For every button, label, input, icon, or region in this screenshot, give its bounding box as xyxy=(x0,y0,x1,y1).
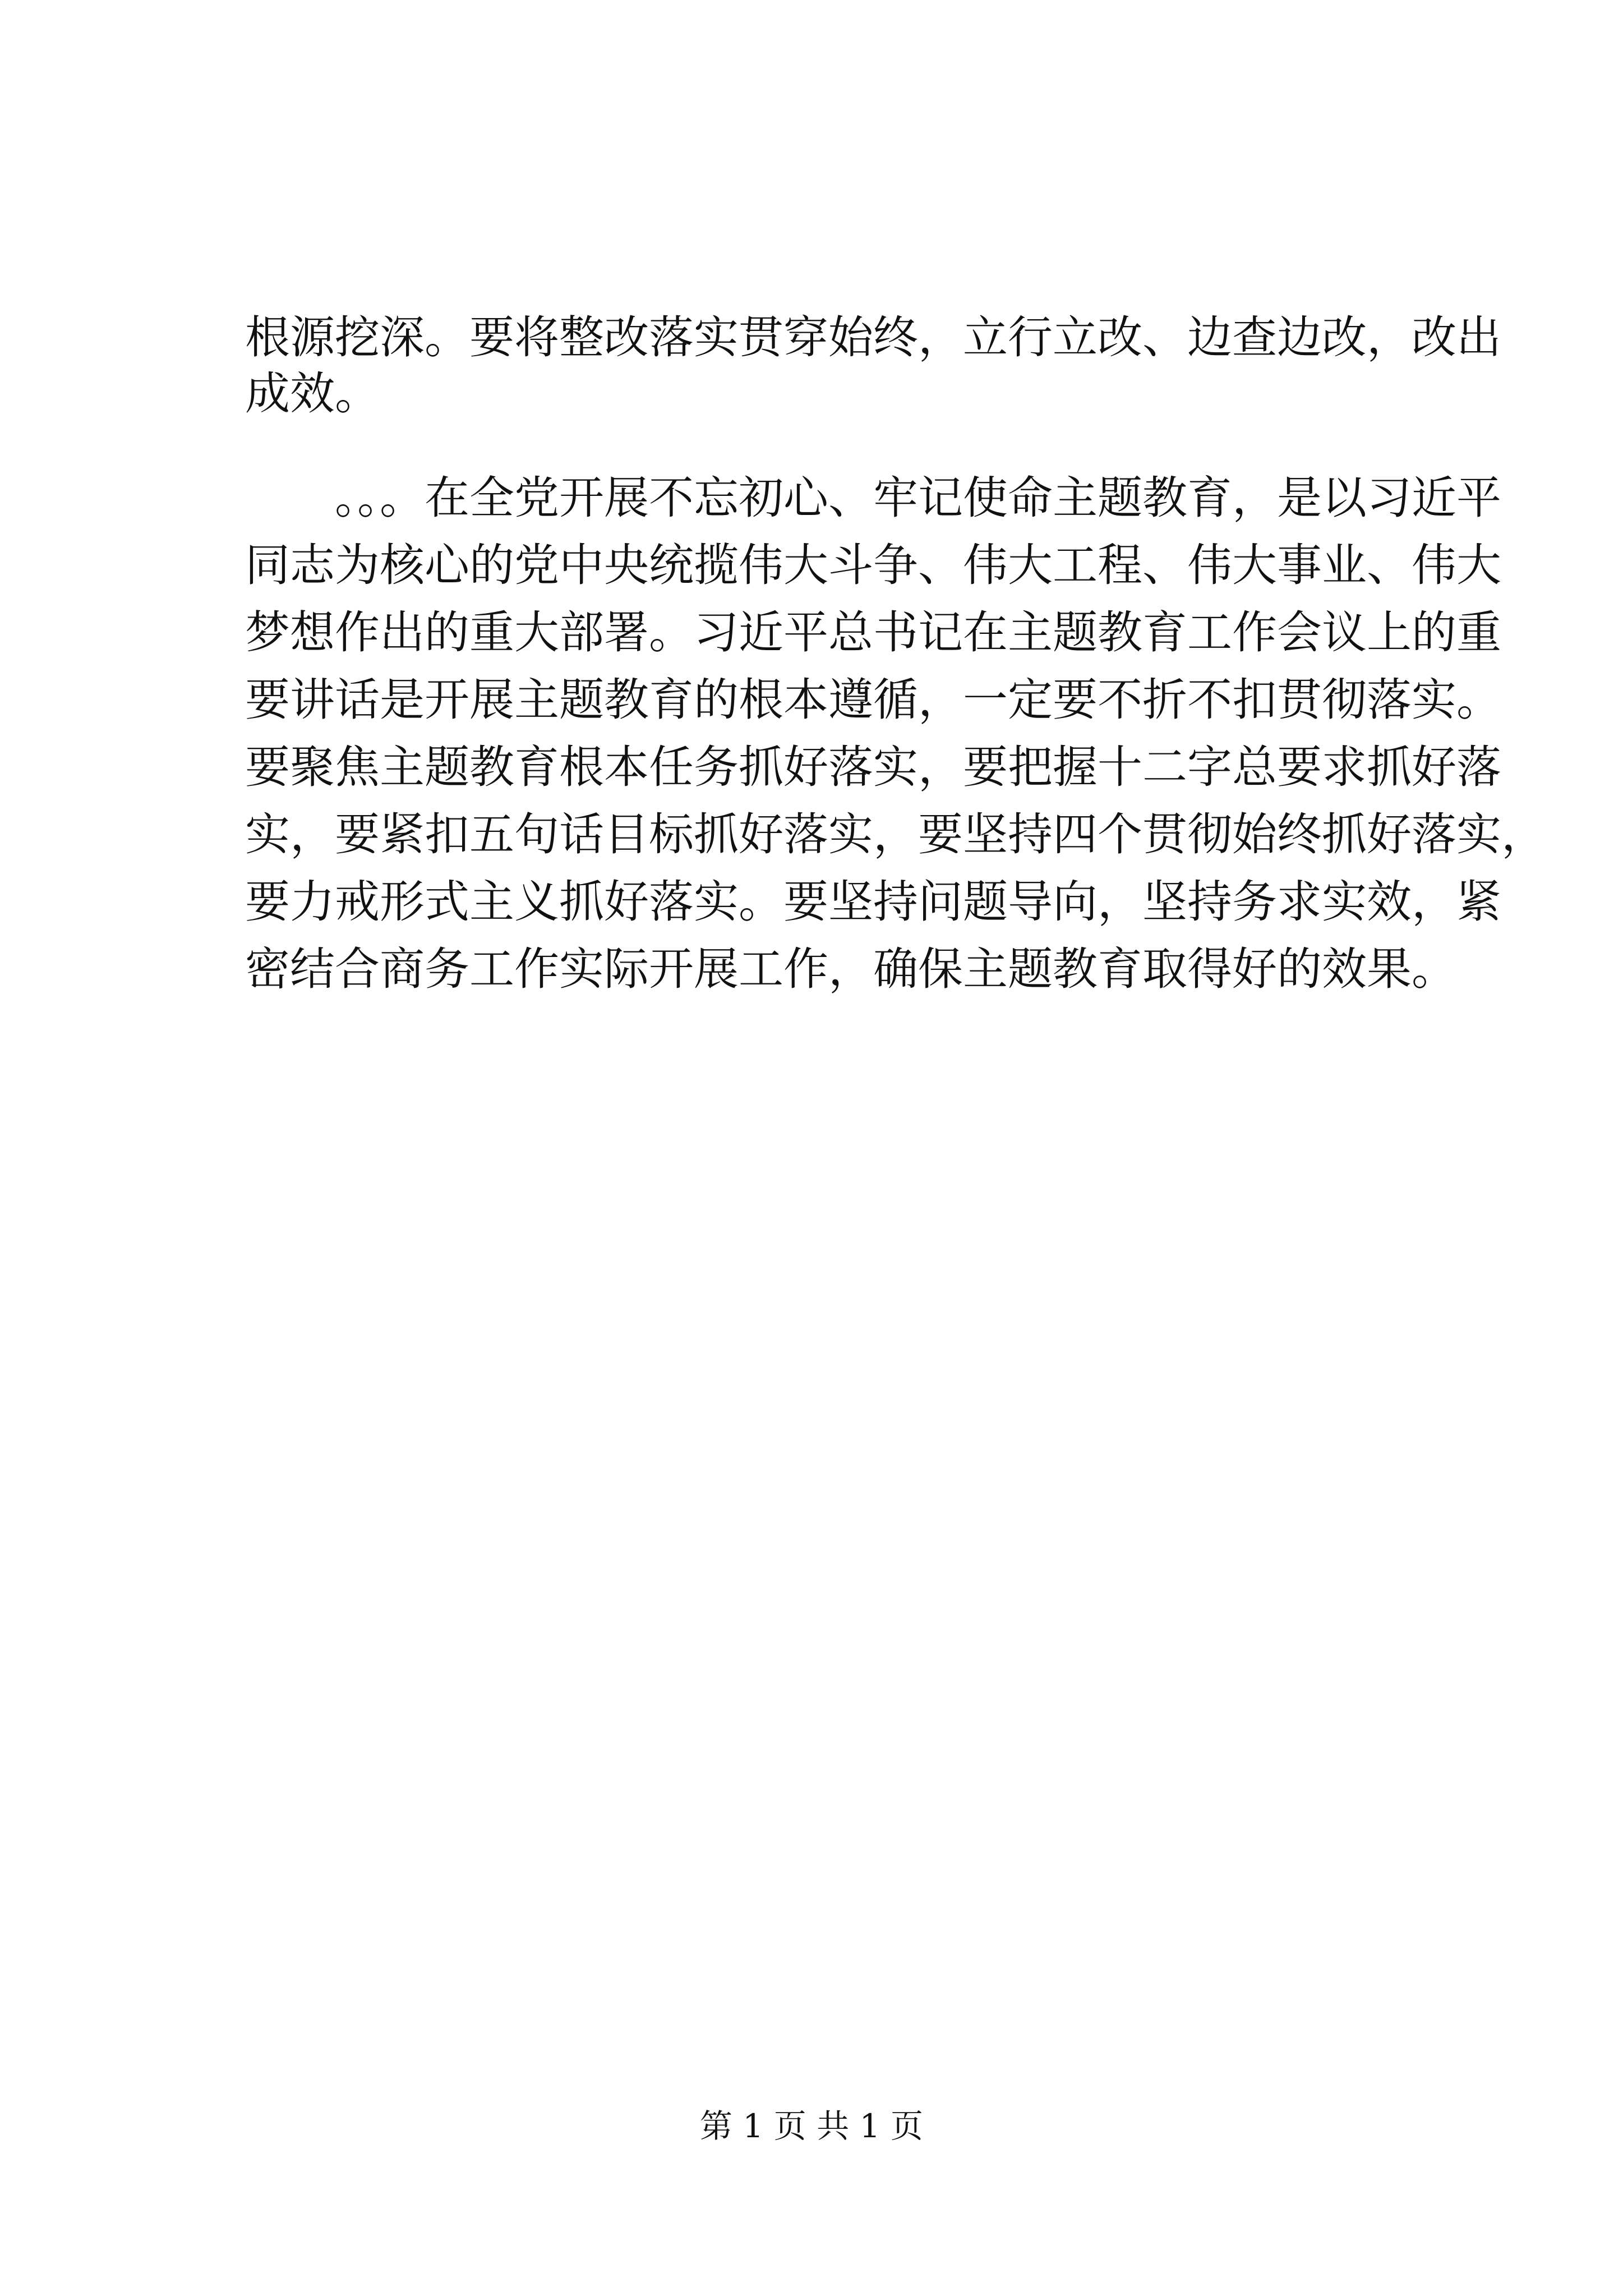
paragraph-2-line-6: 实，要紧扣五句话目标抓好落实，要坚持四个贯彻始终抓好落实， xyxy=(245,808,1546,861)
paragraph-1-line-2: 成效。 xyxy=(245,367,380,420)
paragraph-2-line-3: 梦想作出的重大部署。习近平总书记在主题教育工作会议上的重 xyxy=(245,606,1501,659)
paragraph-2-line-1: 。。。在全党开展不忘初心、牢记使命主题教育，是以习近平 xyxy=(335,472,1501,524)
paragraph-1-line-1: 根源挖深。要将整改落实贯穿始终，立行立改、边查边改，改出 xyxy=(245,311,1501,364)
paragraph-2-line-9 xyxy=(245,1009,1423,1065)
paragraph-2-line-7: 要力戒形式主义抓好落实。要坚持问题导向，坚持务求实效，紧 xyxy=(245,876,1501,928)
paragraph-2-line-4: 要讲话是开展主题教育的根本遵循，一定要不折不扣贯彻落实。 xyxy=(245,674,1501,726)
page-footer: 第 1 页 共 1 页 xyxy=(700,2107,923,2145)
paragraph-2-line-5: 要聚焦主题教育根本任务抓好落实，要把握十二字总要求抓好落 xyxy=(245,741,1501,793)
paragraph-2-line-2: 同志为核心的党中央统揽伟大斗争、伟大工程、伟大事业、伟大 xyxy=(245,539,1501,591)
paragraph-2-line-8: 密结合商务工作实际开展工作，确保主题教育取得好的效果。 xyxy=(245,943,1456,995)
